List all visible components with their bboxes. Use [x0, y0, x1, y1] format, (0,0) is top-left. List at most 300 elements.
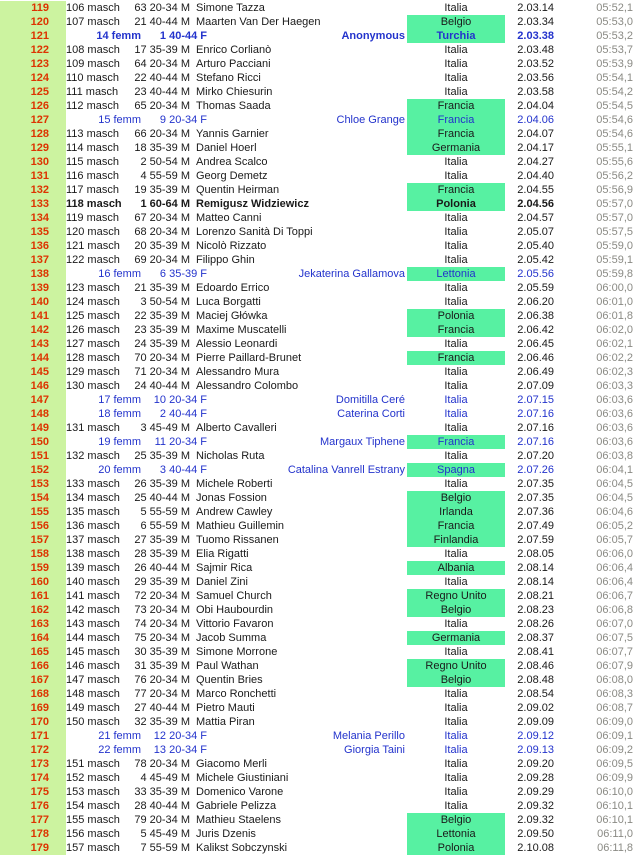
age-group-position: 69 20-34 M — [134, 254, 190, 266]
overall-position: 127 — [0, 113, 66, 127]
gender-position: 20 femm — [98, 464, 141, 476]
country: Italia — [444, 450, 468, 462]
finish-time: 2.08.21 — [517, 590, 554, 602]
result-row — [0, 701, 639, 715]
country: Italia — [444, 548, 468, 560]
runner-name: Andrea Scalco — [196, 156, 268, 168]
runner-name: Matteo Canni — [196, 212, 262, 224]
overall-position: 144 — [0, 351, 66, 365]
gender-position: 144 masch — [66, 632, 120, 644]
pace: 06:02,3 — [596, 366, 633, 378]
country: Italia — [444, 296, 468, 308]
age-group-position: 7 55-59 M — [140, 842, 190, 854]
gender-position: 121 masch — [66, 240, 120, 252]
result-row — [0, 239, 639, 253]
age-group-position: 75 20-34 M — [134, 632, 190, 644]
age-group-position: 72 20-34 M — [134, 590, 190, 602]
country: Italia — [444, 170, 468, 182]
result-row — [0, 505, 639, 519]
result-row — [0, 785, 639, 799]
result-row — [0, 379, 639, 393]
pace: 05:54,5 — [596, 100, 633, 112]
overall-position: 119 — [0, 1, 66, 15]
pace: 06:00,0 — [596, 282, 633, 294]
result-row — [0, 575, 639, 589]
overall-position: 167 — [0, 673, 66, 687]
pace: 06:10,0 — [596, 786, 633, 798]
runner-name: Jekaterina Gallamova — [298, 268, 405, 280]
gender-position: 126 masch — [66, 324, 120, 336]
country: Italia — [444, 576, 468, 588]
gender-position: 148 masch — [66, 688, 120, 700]
gender-position: 22 femm — [98, 744, 141, 756]
country: Italia — [444, 226, 468, 238]
overall-position: 173 — [0, 757, 66, 771]
overall-position: 153 — [0, 477, 66, 491]
country: Regno Unito — [407, 589, 505, 603]
result-row — [0, 673, 639, 687]
pace: 06:07,7 — [596, 646, 633, 658]
age-group-position: 3 40-44 F — [159, 464, 207, 476]
pace: 06:01,8 — [596, 310, 633, 322]
gender-position: 157 masch — [66, 842, 120, 854]
country: Italia — [444, 408, 468, 420]
runner-name: Simone Tazza — [196, 2, 265, 14]
country: Albania — [407, 561, 505, 575]
pace: 06:10,1 — [596, 814, 633, 826]
finish-time: 2.07.15 — [517, 394, 554, 406]
gender-position: 153 masch — [66, 786, 120, 798]
pace: 06:02,0 — [596, 324, 633, 336]
overall-position: 157 — [0, 533, 66, 547]
result-row — [0, 43, 639, 57]
result-row — [0, 141, 639, 155]
result-row — [0, 309, 639, 323]
pace: 06:09,5 — [596, 758, 633, 770]
age-group-position: 24 35-39 M — [134, 338, 190, 350]
runner-name: Marco Ronchetti — [196, 688, 277, 700]
gender-position: 119 masch — [66, 212, 119, 224]
result-row — [0, 645, 639, 659]
country: Italia — [444, 478, 468, 490]
overall-position: 139 — [0, 281, 66, 295]
result-row — [0, 491, 639, 505]
overall-position: 126 — [0, 99, 66, 113]
country: Francia — [407, 323, 505, 337]
overall-position: 121 — [0, 29, 66, 43]
runner-name: Quentin Heirman — [196, 184, 280, 196]
pace: 06:09,0 — [596, 716, 633, 728]
gender-position: 150 masch — [66, 716, 120, 728]
result-row — [0, 169, 639, 183]
country: Italia — [444, 688, 468, 700]
age-group-position: 11 20-34 F — [154, 436, 207, 448]
runner-name: Catalina Vanrell Estrany — [287, 464, 405, 476]
runner-name: Yannis Garnier — [196, 128, 269, 140]
gender-position: 17 femm — [98, 394, 141, 406]
finish-time: 2.07.16 — [517, 436, 554, 448]
age-group-position: 21 35-39 M — [134, 282, 190, 294]
pace: 05:56,9 — [596, 184, 633, 196]
finish-time: 2.09.50 — [517, 828, 554, 840]
pace: 05:55,1 — [596, 142, 633, 154]
age-group-position: 28 40-44 M — [134, 800, 190, 812]
gender-position: 118 masch — [66, 198, 122, 210]
overall-position: 142 — [0, 323, 66, 337]
pace: 06:08,0 — [596, 674, 633, 686]
pace: 06:11,8 — [597, 842, 633, 854]
finish-time: 2.05.40 — [517, 240, 554, 252]
age-group-position: 4 55-59 M — [140, 170, 190, 182]
age-group-position: 25 35-39 M — [134, 450, 190, 462]
gender-position: 147 masch — [66, 674, 120, 686]
finish-time: 2.09.13 — [517, 744, 554, 756]
age-group-position: 22 35-39 M — [134, 310, 190, 322]
age-group-position: 22 40-44 M — [134, 72, 190, 84]
runner-name: Filippo Ghin — [196, 254, 255, 266]
age-group-position: 32 35-39 M — [134, 716, 190, 728]
country: Spagna — [407, 463, 505, 477]
country: Italia — [444, 422, 468, 434]
runner-name: Alessandro Mura — [196, 366, 280, 378]
pace: 05:54,2 — [596, 86, 633, 98]
runner-name: Jacob Summa — [196, 632, 267, 644]
overall-position: 177 — [0, 813, 66, 827]
finish-time: 2.10.08 — [517, 842, 554, 854]
pace: 06:04,6 — [596, 506, 633, 518]
runner-name: Alessandro Colombo — [196, 380, 299, 392]
gender-position: 137 masch — [66, 534, 120, 546]
finish-time: 2.04.57 — [517, 212, 554, 224]
country: Italia — [444, 2, 468, 14]
country: Italia — [444, 380, 468, 392]
age-group-position: 67 20-34 M — [134, 212, 190, 224]
runner-name: Chloe Grange — [336, 114, 405, 126]
result-row — [0, 351, 639, 365]
result-row — [0, 813, 639, 827]
runner-name: Obi Haubourdin — [196, 604, 274, 616]
overall-position: 141 — [0, 309, 66, 323]
runner-name: Caterina Corti — [337, 408, 405, 420]
gender-position: 111 masch — [66, 86, 119, 98]
pace: 05:59,8 — [596, 268, 633, 280]
runner-name: Maarten Van Der Haegen — [196, 16, 321, 28]
finish-time: 2.04.04 — [517, 100, 554, 112]
gender-position: 140 masch — [66, 576, 120, 588]
country: Italia — [444, 744, 468, 756]
gender-position: 129 masch — [66, 366, 120, 378]
runner-name: Mathieu Staelens — [196, 814, 281, 826]
overall-position: 178 — [0, 827, 66, 841]
result-row — [0, 421, 639, 435]
country: Lettonia — [407, 827, 505, 841]
runner-name: Maxime Muscatelli — [196, 324, 287, 336]
gender-position: 146 masch — [66, 660, 120, 672]
age-group-position: 68 20-34 M — [134, 226, 190, 238]
result-row — [0, 827, 639, 841]
overall-position: 134 — [0, 211, 66, 225]
country: Francia — [407, 519, 505, 533]
finish-time: 2.08.48 — [517, 674, 554, 686]
result-row — [0, 463, 639, 477]
result-row — [0, 127, 639, 141]
result-row — [0, 687, 639, 701]
pace: 05:52,1 — [596, 2, 633, 14]
age-group-position: 2 40-44 F — [159, 408, 207, 420]
finish-time: 2.04.40 — [517, 170, 554, 182]
pace: 05:55,6 — [596, 156, 633, 168]
country: Italia — [444, 366, 468, 378]
age-group-position: 21 40-44 M — [134, 16, 190, 28]
runner-name: Simone Morrone — [196, 646, 278, 658]
result-row — [0, 1, 639, 15]
country: Italia — [444, 338, 468, 350]
age-group-position: 29 35-39 M — [134, 576, 190, 588]
overall-position: 129 — [0, 141, 66, 155]
runner-name: Margaux Tiphene — [320, 436, 405, 448]
pace: 06:03,6 — [596, 422, 633, 434]
runner-name: Pietro Mauti — [196, 702, 255, 714]
country: Turchia — [407, 29, 505, 43]
gender-position: 141 masch — [66, 590, 120, 602]
pace: 05:59,0 — [596, 240, 633, 252]
country: Italia — [444, 646, 468, 658]
overall-position: 140 — [0, 295, 66, 309]
result-row — [0, 99, 639, 113]
result-row — [0, 617, 639, 631]
overall-position: 146 — [0, 379, 66, 393]
country: Italia — [444, 72, 468, 84]
gender-position: 149 masch — [66, 702, 120, 714]
pace: 05:53,0 — [596, 16, 633, 28]
overall-position: 158 — [0, 547, 66, 561]
country: Italia — [444, 758, 468, 770]
result-row — [0, 295, 639, 309]
finish-time: 2.09.28 — [517, 772, 554, 784]
gender-position: 134 masch — [66, 492, 120, 504]
overall-position: 176 — [0, 799, 66, 813]
runner-name: Nicolò Rizzato — [196, 240, 267, 252]
result-row — [0, 519, 639, 533]
pace: 05:54,1 — [596, 72, 633, 84]
overall-position: 168 — [0, 687, 66, 701]
finish-time: 2.08.46 — [517, 660, 554, 672]
overall-position: 138 — [0, 267, 66, 281]
finish-time: 2.09.32 — [517, 814, 554, 826]
result-row — [0, 715, 639, 729]
pace: 06:07,5 — [596, 632, 633, 644]
age-group-position: 76 20-34 M — [134, 674, 190, 686]
finish-time: 2.03.56 — [517, 72, 554, 84]
overall-position: 169 — [0, 701, 66, 715]
country: Italia — [444, 58, 468, 70]
pace: 05:54,6 — [596, 128, 633, 140]
pace: 06:04,5 — [596, 478, 633, 490]
result-row — [0, 57, 639, 71]
overall-position: 133 — [0, 197, 66, 211]
overall-position: 152 — [0, 463, 66, 477]
country: Francia — [407, 183, 505, 197]
finish-time: 2.03.48 — [517, 44, 554, 56]
runner-name: Thomas Saada — [196, 100, 271, 112]
runner-name: Samuel Church — [196, 590, 272, 602]
age-group-position: 17 35-39 M — [134, 44, 190, 56]
result-row — [0, 253, 639, 267]
finish-time: 2.05.59 — [517, 282, 554, 294]
age-group-position: 12 20-34 F — [153, 730, 207, 742]
age-group-position: 24 40-44 M — [134, 380, 190, 392]
gender-position: 108 masch — [66, 44, 120, 56]
age-group-position: 1 60-64 M — [140, 198, 190, 210]
pace: 06:07,9 — [596, 660, 633, 672]
overall-position: 151 — [0, 449, 66, 463]
overall-position: 172 — [0, 743, 66, 757]
age-group-position: 33 35-39 M — [134, 786, 190, 798]
country: Polonia — [407, 841, 505, 855]
overall-position: 130 — [0, 155, 66, 169]
country: Italia — [444, 240, 468, 252]
result-row — [0, 211, 639, 225]
country: Germania — [407, 141, 505, 155]
runner-name: Daniel Hoerl — [196, 142, 257, 154]
age-group-position: 3 45-49 M — [140, 422, 190, 434]
finish-time: 2.08.37 — [517, 632, 554, 644]
pace: 05:57,0 — [596, 212, 633, 224]
runner-name: Mattia Piran — [196, 716, 255, 728]
overall-position: 179 — [0, 841, 66, 855]
overall-position: 143 — [0, 337, 66, 351]
pace: 06:03,8 — [596, 450, 633, 462]
age-group-position: 3 50-54 M — [140, 296, 190, 308]
age-group-position: 9 20-34 F — [159, 114, 207, 126]
finish-time: 2.08.26 — [517, 618, 554, 630]
runner-name: Georg Demetz — [196, 170, 268, 182]
overall-position: 170 — [0, 715, 66, 729]
age-group-position: 79 20-34 M — [134, 814, 190, 826]
age-group-position: 19 35-39 M — [134, 184, 190, 196]
result-row — [0, 435, 639, 449]
country: Francia — [407, 127, 505, 141]
pace: 06:09,1 — [596, 730, 633, 742]
gender-position: 131 masch — [66, 422, 120, 434]
gender-position: 106 masch — [66, 2, 120, 14]
runner-name: Giorgia Taini — [344, 744, 405, 756]
age-group-position: 31 35-39 M — [134, 660, 190, 672]
age-group-position: 4 45-49 M — [140, 772, 190, 784]
overall-position: 128 — [0, 127, 66, 141]
pace: 05:57,0 — [596, 198, 633, 210]
gender-position: 142 masch — [66, 604, 120, 616]
overall-position: 137 — [0, 253, 66, 267]
finish-time: 2.06.42 — [517, 324, 554, 336]
result-row — [0, 267, 639, 281]
country: Italia — [444, 786, 468, 798]
overall-position: 162 — [0, 603, 66, 617]
result-row — [0, 603, 639, 617]
runner-name: Mirko Chiesurin — [196, 86, 273, 98]
finish-time: 2.09.32 — [517, 800, 554, 812]
finish-time: 2.05.42 — [517, 254, 554, 266]
overall-position: 145 — [0, 365, 66, 379]
runner-name: Lorenzo Sanità Di Toppi — [196, 226, 313, 238]
gender-position: 117 masch — [66, 184, 119, 196]
overall-position: 122 — [0, 43, 66, 57]
overall-position: 159 — [0, 561, 66, 575]
overall-position: 164 — [0, 631, 66, 645]
runner-name: Melania Perillo — [332, 730, 405, 742]
finish-time: 2.07.36 — [517, 506, 554, 518]
age-group-position: 28 35-39 M — [134, 548, 190, 560]
runner-name: Maciej Główka — [196, 310, 268, 322]
runner-name: Quentin Bries — [196, 674, 263, 686]
pace: 06:06,7 — [596, 590, 633, 602]
gender-position: 116 masch — [66, 170, 119, 182]
result-row — [0, 757, 639, 771]
country: Italia — [444, 716, 468, 728]
pace: 06:09,2 — [596, 744, 633, 756]
runner-name: Vittorio Favaron — [196, 618, 274, 630]
runner-name: Pierre Paillard-Brunet — [196, 352, 302, 364]
pace: 06:04,1 — [596, 464, 633, 476]
finish-time: 2.07.16 — [517, 408, 554, 420]
country: Francia — [407, 435, 505, 449]
overall-position: 165 — [0, 645, 66, 659]
age-group-position: 26 40-44 M — [134, 562, 190, 574]
pace: 06:03,6 — [596, 436, 633, 448]
result-row — [0, 589, 639, 603]
gender-position: 107 masch — [66, 16, 120, 28]
result-row — [0, 533, 639, 547]
runner-name: Michele Giustiniani — [196, 772, 289, 784]
gender-position: 120 masch — [66, 226, 120, 238]
finish-time: 2.09.02 — [517, 702, 554, 714]
result-row — [0, 393, 639, 407]
result-row — [0, 323, 639, 337]
overall-position: 160 — [0, 575, 66, 589]
age-group-position: 77 20-34 M — [134, 688, 190, 700]
finish-time: 2.07.26 — [517, 464, 554, 476]
finish-time: 2.04.06 — [517, 114, 554, 126]
country: Belgio — [407, 813, 505, 827]
country: Italia — [444, 618, 468, 630]
country: Germania — [407, 631, 505, 645]
gender-position: 135 masch — [66, 506, 120, 518]
pace: 06:06,4 — [596, 576, 633, 588]
pace: 06:08,7 — [596, 702, 633, 714]
result-row — [0, 659, 639, 673]
country: Italia — [444, 730, 468, 742]
gender-position: 138 masch — [66, 548, 120, 560]
pace: 06:02,2 — [596, 352, 633, 364]
result-row — [0, 561, 639, 575]
runner-name: Nicholas Ruta — [196, 450, 265, 462]
runner-name: Remigusz Widziewicz — [196, 198, 309, 210]
finish-time: 2.04.27 — [517, 156, 554, 168]
finish-time: 2.07.20 — [517, 450, 554, 462]
age-group-position: 18 35-39 M — [134, 142, 190, 154]
result-row — [0, 85, 639, 99]
age-group-position: 30 35-39 M — [134, 646, 190, 658]
gender-position: 154 masch — [66, 800, 120, 812]
pace: 06:07,0 — [596, 618, 633, 630]
pace: 06:06,0 — [596, 548, 633, 560]
gender-position: 110 masch — [66, 72, 119, 84]
age-group-position: 27 35-39 M — [134, 534, 190, 546]
runner-name: Domenico Varone — [196, 786, 284, 798]
finish-time: 2.06.46 — [517, 352, 554, 364]
finish-time: 2.03.52 — [517, 58, 554, 70]
result-row — [0, 29, 639, 43]
